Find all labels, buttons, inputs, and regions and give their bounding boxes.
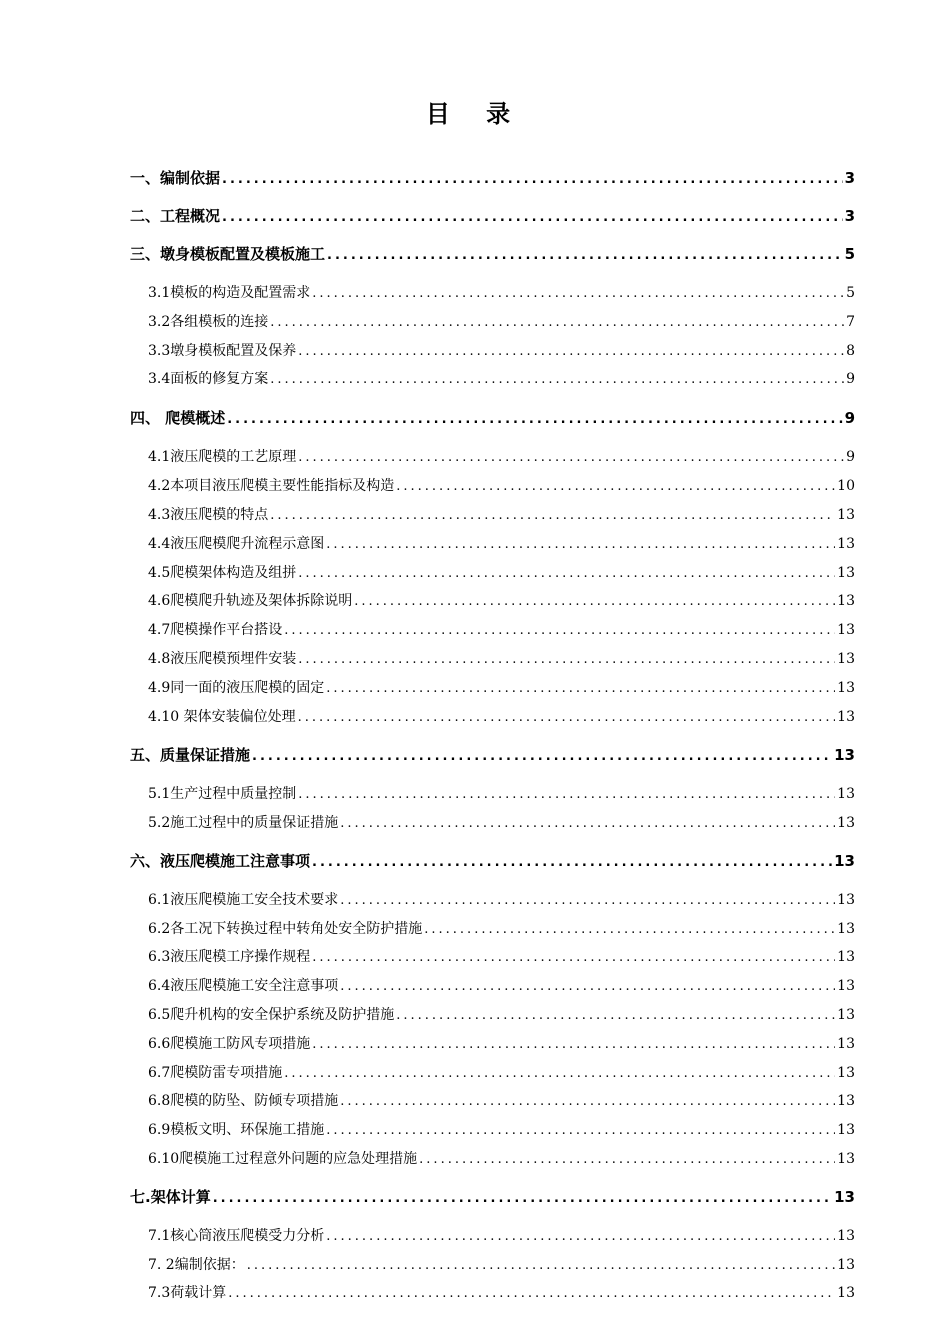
toc-entry-label: 六、液压爬模施工注意事项	[130, 852, 311, 870]
dot-leader	[298, 784, 835, 806]
dot-leader	[298, 707, 836, 729]
toc-entry-label: 7.3荷载计算	[148, 1285, 227, 1301]
page-title: 目 录	[425, 100, 525, 128]
dot-leader	[247, 1255, 835, 1277]
toc-entry-page: 13	[837, 1285, 855, 1301]
toc-entry-page: 7	[846, 314, 855, 330]
dot-leader	[326, 534, 835, 556]
toc-entry-label: 4.4液压爬模爬升流程示意图	[148, 536, 325, 552]
dot-leader	[270, 312, 844, 334]
toc-entry-label: 七.架体计算	[130, 1188, 211, 1206]
toc-entry-label: 4.8液压爬模预埋件安装	[148, 651, 297, 667]
dot-leader	[284, 1063, 835, 1085]
toc-entry-label: 3.1模板的构造及配置需求	[148, 285, 311, 301]
toc-entry-label: 4.5爬模架体构造及组拼	[148, 565, 297, 581]
toc-entry-page: 13	[837, 1257, 855, 1273]
toc-entry-page: 9	[846, 371, 855, 387]
toc-entry-page: 3	[844, 169, 855, 187]
toc-entry-label: 3.3墩身模板配置及保养	[148, 343, 297, 359]
toc-entry[interactable]	[148, 677, 855, 699]
toc-entry[interactable]	[148, 783, 855, 805]
toc-entry[interactable]	[148, 311, 855, 333]
toc-entry-page: 13	[837, 507, 855, 523]
dot-leader	[340, 1091, 835, 1113]
toc-entry-label: 6.1液压爬模施工安全技术要求	[148, 892, 339, 908]
toc-entry[interactable]	[148, 282, 855, 304]
toc-entry[interactable]	[148, 590, 855, 612]
dot-leader	[312, 947, 835, 969]
dot-leader	[327, 245, 843, 267]
toc-entry-page: 10	[837, 478, 855, 494]
dot-leader	[298, 447, 844, 469]
toc-entry-label: 4.2本项目液压爬模主要性能指标及构造	[148, 478, 395, 494]
toc-entry-label: 6.8爬模的防坠、防倾专项措施	[148, 1093, 339, 1109]
toc-entry-page: 9	[846, 449, 855, 465]
dot-leader	[227, 409, 842, 431]
dot-leader	[326, 678, 835, 700]
toc-entry-page: 8	[846, 343, 855, 359]
toc-entry[interactable]	[148, 1225, 855, 1247]
toc-entry-label: 6.9模板文明、环保施工措施	[148, 1122, 325, 1138]
dot-leader	[340, 890, 835, 912]
toc-entry-page: 13	[834, 852, 855, 870]
dot-leader	[298, 563, 835, 585]
toc-entry-page: 13	[837, 921, 855, 937]
toc-entry[interactable]	[130, 167, 855, 189]
toc-entry[interactable]	[130, 1186, 855, 1208]
toc-entry[interactable]	[148, 946, 855, 968]
toc-entry[interactable]	[148, 1119, 855, 1141]
toc-entry[interactable]	[148, 475, 855, 497]
toc-entry[interactable]	[148, 975, 855, 997]
toc-entry[interactable]	[148, 1004, 855, 1026]
toc-entry-page: 13	[837, 709, 855, 725]
toc-entry[interactable]	[148, 1254, 855, 1276]
toc-entry-page: 13	[837, 565, 855, 581]
dot-leader	[252, 746, 832, 768]
dot-leader	[340, 976, 835, 998]
toc-entry[interactable]	[148, 619, 855, 641]
dot-leader	[222, 207, 843, 229]
toc-entry[interactable]	[148, 562, 855, 584]
toc-entry-page: 5	[846, 285, 855, 301]
dot-leader	[213, 1188, 832, 1210]
dot-leader	[326, 1226, 835, 1248]
toc-entry-label: 6.5爬升机构的安全保护系统及防护措施	[148, 1007, 395, 1023]
toc-entry[interactable]	[148, 368, 855, 390]
toc-entry-page: 13	[834, 1188, 855, 1206]
dot-leader	[312, 283, 844, 305]
toc-entry-page: 13	[837, 978, 855, 994]
toc-entry-page: 13	[837, 1065, 855, 1081]
toc-entry[interactable]	[148, 1033, 855, 1055]
toc-entry-label: 5.1生产过程中质量控制	[148, 786, 297, 802]
toc-entry-page: 13	[837, 651, 855, 667]
toc-entry-label: 五、质量保证措施	[130, 746, 251, 764]
toc-entry-page: 13	[837, 536, 855, 552]
dot-leader	[284, 620, 835, 642]
toc-entry[interactable]	[130, 407, 855, 429]
dot-leader	[312, 852, 832, 874]
toc-entry-page: 13	[837, 1228, 855, 1244]
toc-entry[interactable]	[148, 446, 855, 468]
toc-entry[interactable]	[148, 1062, 855, 1084]
toc-entry-label: 4.10 架体安装偏位处理	[148, 709, 296, 725]
toc-entry-page: 13	[837, 1151, 855, 1167]
toc-entry-label: 4.6爬模爬升轨迹及架体拆除说明	[148, 593, 353, 609]
toc-entry[interactable]	[148, 1282, 855, 1304]
toc-entry[interactable]	[130, 744, 855, 766]
dot-leader	[312, 1034, 835, 1056]
toc-entry[interactable]	[148, 812, 855, 834]
toc-entry-label: 4.7爬模操作平台搭设	[148, 622, 283, 638]
toc-entry[interactable]	[130, 850, 855, 872]
toc-entry-page: 13	[837, 892, 855, 908]
toc-entry-page: 13	[834, 746, 855, 764]
dot-leader	[298, 649, 835, 671]
toc-entry-page: 13	[837, 815, 855, 831]
dot-leader	[222, 169, 843, 191]
toc-entry-label: 3.2各组模板的连接	[148, 314, 269, 330]
dot-leader	[298, 341, 844, 363]
toc-entry-label: 二、工程概况	[130, 207, 221, 225]
toc-entry-label: 6.7爬模防雷专项措施	[148, 1065, 283, 1081]
toc-entry-page: 13	[837, 1036, 855, 1052]
dot-leader	[396, 1005, 835, 1027]
toc-entry-label: 3.4面板的修复方案	[148, 371, 269, 387]
toc-entry[interactable]	[148, 706, 855, 728]
toc-entry-page: 13	[837, 622, 855, 638]
dot-leader	[419, 1149, 835, 1171]
toc-entry-label: 4.9同一面的液压爬模的固定	[148, 680, 325, 696]
toc-entry-page: 13	[837, 1007, 855, 1023]
toc-entry[interactable]	[148, 1148, 855, 1170]
toc-entry-page: 5	[844, 245, 855, 263]
toc-entry-label: 4.3液压爬模的特点	[148, 507, 269, 523]
toc-entry-label: 6.3液压爬模工序操作规程	[148, 949, 311, 965]
toc-entry-label: 4.1液压爬模的工艺原理	[148, 449, 297, 465]
toc-entry-label: 一、编制依据	[130, 169, 221, 187]
toc-entry[interactable]	[148, 504, 855, 526]
toc-entry-page: 13	[837, 786, 855, 802]
toc-entry-label: 6.6爬模施工防风专项措施	[148, 1036, 311, 1052]
toc-entry-page: 13	[837, 680, 855, 696]
dot-leader	[354, 591, 835, 613]
dot-leader	[326, 1120, 835, 1142]
toc-entry[interactable]	[148, 889, 855, 911]
toc-entry-label: 6.4液压爬模施工安全注意事项	[148, 978, 339, 994]
toc-entry-page: 9	[844, 409, 855, 427]
toc-entry[interactable]	[148, 533, 855, 555]
dot-leader	[396, 476, 835, 498]
toc-entry-page: 13	[837, 1093, 855, 1109]
toc-entry[interactable]	[148, 340, 855, 362]
toc-entry[interactable]	[148, 1090, 855, 1112]
toc-entry-page: 13	[837, 1122, 855, 1138]
toc-entry-page: 3	[844, 207, 855, 225]
toc-entry[interactable]	[130, 243, 855, 265]
dot-leader	[340, 813, 835, 835]
dot-leader	[228, 1283, 835, 1305]
toc-entry-label: 5.2施工过程中的质量保证措施	[148, 815, 339, 831]
toc-entry-label: 7. 2编制依据：	[148, 1257, 245, 1273]
dot-leader	[424, 919, 835, 941]
toc-entry[interactable]	[130, 205, 855, 227]
toc-entry-label: 三、墩身模板配置及模板施工	[130, 245, 326, 263]
toc-entry-page: 13	[837, 593, 855, 609]
toc-entry-label: 6.10爬模施工过程意外问题的应急处理措施	[148, 1151, 418, 1167]
toc-entry[interactable]	[148, 918, 855, 940]
dot-leader	[270, 369, 844, 391]
toc-entry[interactable]	[148, 648, 855, 670]
dot-leader	[270, 505, 835, 527]
toc-entry-label: 6.2各工况下转换过程中转角处安全防护措施	[148, 921, 423, 937]
toc-entry-page: 13	[837, 949, 855, 965]
toc-entry-label: 7.1核心筒液压爬模受力分析	[148, 1228, 325, 1244]
toc-entry-label: 四、 爬模概述	[130, 409, 226, 427]
